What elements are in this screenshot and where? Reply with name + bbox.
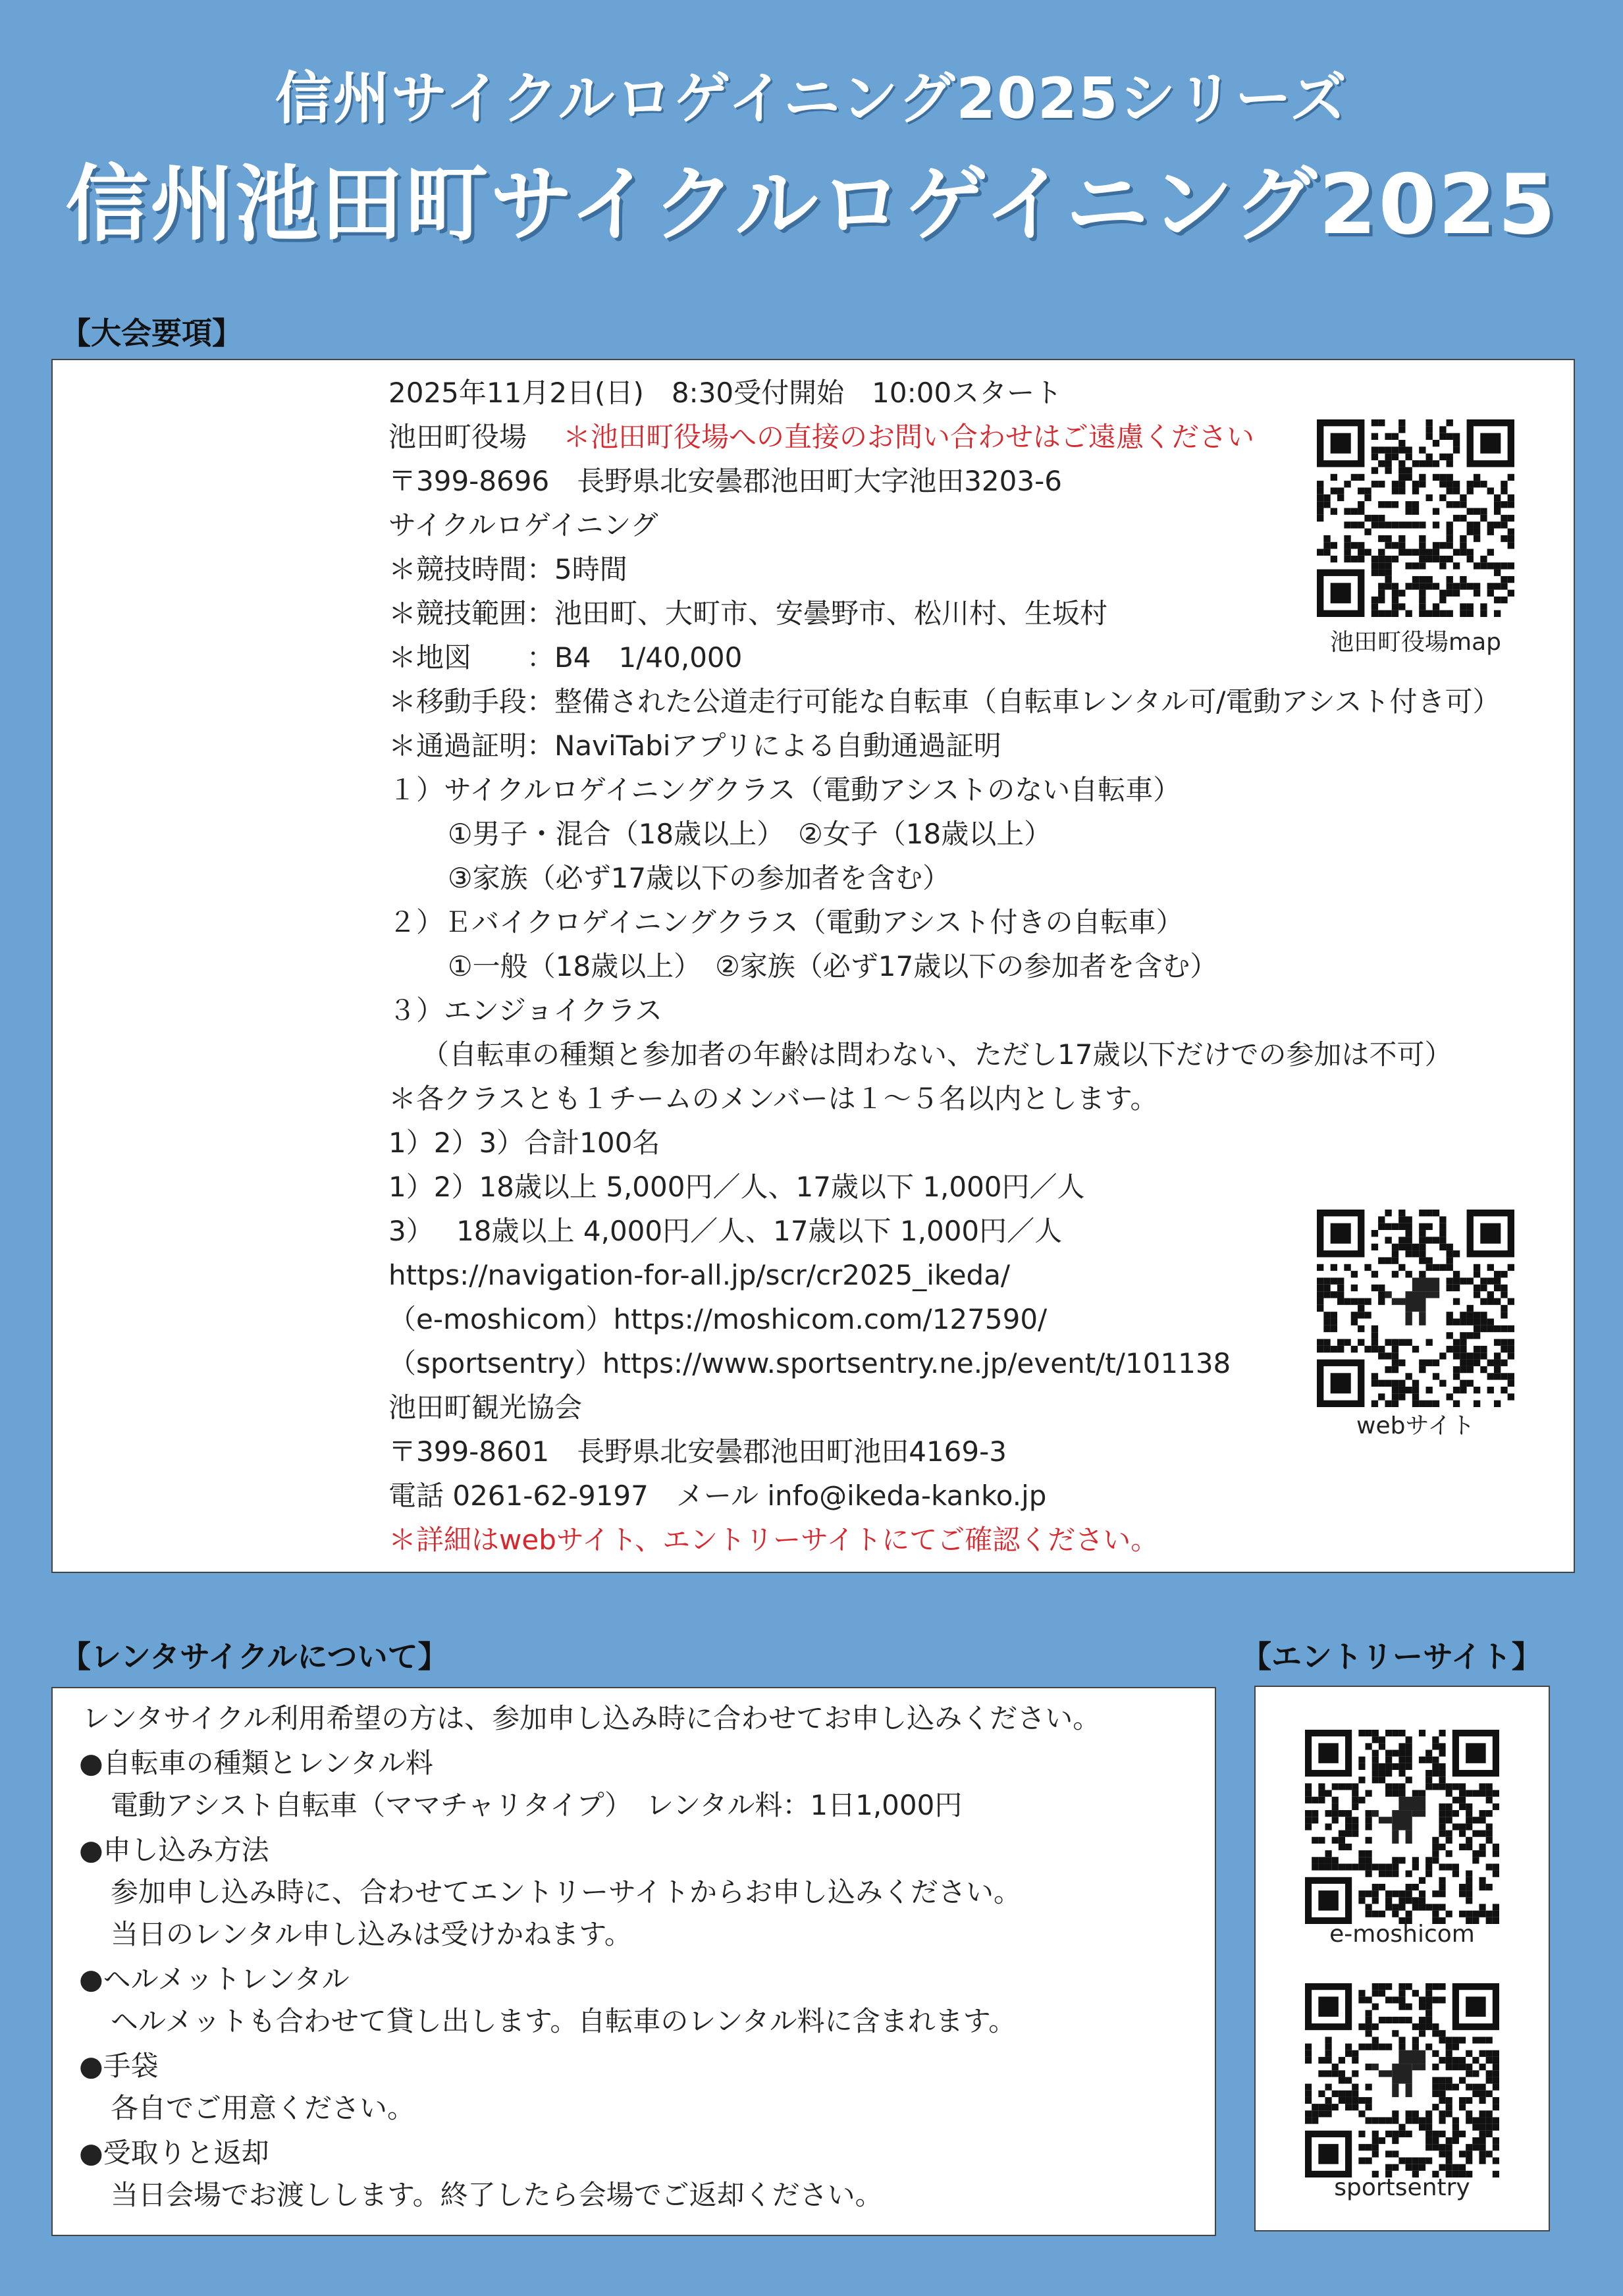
outline-box — [51, 359, 1575, 1573]
rental-bullet-3-title: ●ヘルメットレンタル — [79, 1963, 350, 1995]
page-title: 信州池田町サイクルロゲイニング2025 — [65, 156, 1558, 253]
qr-emoshicom-icon[interactable] — [1305, 1730, 1499, 1924]
venue-value: 池田町役場 — [388, 421, 527, 453]
contact-note: ＊詳細はwebサイト、エントリーサイトにてご確認ください。 — [388, 1524, 1159, 1556]
rental-bullet-2-text1: 参加申し込み時に、合わせてエントリーサイトからお申し込みください。 — [111, 1876, 1022, 1908]
event-transport: ＊移動手段：整備された公道走行可能な自転車（自転車レンタル可/電動アシスト付き可） — [388, 685, 1501, 718]
qr-sportsentry-icon[interactable] — [1305, 1983, 1499, 2177]
entry-sites-heading: 【エントリーサイト】 — [1241, 1639, 1542, 1674]
class-1a: ①男子・混合（18歳以上） ②女子（18歳以上） — [448, 818, 1052, 850]
class-3a: （自転車の種類と参加者の年齢は問わない、ただし17歳以下だけでの参加は不可） — [421, 1038, 1452, 1071]
rental-bullet-1-text: 電動アシスト自転車（ママチャリタイプ） レンタル料：1日1,000円 — [111, 1789, 963, 1821]
event-proof: ＊通過証明：NaviTabiアプリによる自動通過証明 — [388, 730, 1001, 762]
series-title: 信州サイクルロゲイニング2025シリーズ — [275, 66, 1348, 132]
rental-bullet-5-title: ●受取りと返却 — [79, 2137, 269, 2169]
fee-3: 3） 18歳以上 4,000円／人、17歳以下 1,000円／人 — [388, 1215, 1063, 1247]
fee-1: 1）2）18歳以上 5,000円／人、17歳以下 1,000円／人 — [388, 1171, 1085, 1203]
venue-note: ＊池田町役場への直接のお問い合わせはご遠慮ください — [563, 421, 1255, 453]
entry-link-sportsentry[interactable]: （sportsentry）https://www.sportsentry.ne.jp/event/t/101138 — [388, 1347, 1231, 1379]
class-3: ３）エンジョイクラス — [388, 994, 663, 1027]
rental-heading: 【レンタサイクルについて】 — [61, 1639, 448, 1674]
rental-bullet-2-text2: 当日のレンタル申し込みは受けかねます。 — [111, 1918, 632, 1950]
rental-bullet-3-text: ヘルメットも合わせて貸し出します。自転車のレンタル料に含まれます。 — [111, 2005, 1017, 2037]
capacity-value: 1）2）3）合計100名 — [388, 1127, 660, 1159]
web-link[interactable]: https://navigation-for-all.jp/scr/cr2025_ikeda/ — [388, 1259, 1011, 1291]
qr-map-icon[interactable] — [1317, 419, 1514, 617]
entry-link-moshicom[interactable]: （e-moshicom）https://moshicom.com/127590/ — [388, 1303, 1048, 1335]
class-1: １）サイクルロゲイニングクラス（電動アシストのない自転車） — [388, 774, 1181, 806]
rental-bullet-1-title: ●自転車の種類とレンタル料 — [79, 1747, 433, 1779]
qr-map-caption: 池田町役場map — [1330, 629, 1501, 656]
class-1b: ③家族（必ず17歳以下の参加者を含む） — [448, 862, 951, 894]
class-2: ２）Ｅバイクロゲイニングクラス（電動アシスト付きの自転車） — [388, 906, 1184, 938]
qr-web-caption: webサイト — [1356, 1412, 1475, 1439]
class-note: ＊各クラスとも１チームのメンバーは１～５名以内とします。 — [388, 1082, 1158, 1115]
qr-web-icon[interactable] — [1317, 1210, 1514, 1407]
date-value: 2025年11月2日(日) 8:30受付開始 10:00スタート — [388, 377, 1063, 409]
rental-intro: レンタサイクル利用希望の方は、参加申し込み時に合わせてお申し込みください。 — [82, 1702, 1101, 1734]
contact-name: 池田町観光協会 — [388, 1391, 583, 1424]
event-area: ＊競技範囲：池田町、大町市、安曇野市、松川村、生坂村 — [388, 597, 1108, 629]
class-2a: ①一般（18歳以上） ②家族（必ず17歳以下の参加者を含む） — [448, 950, 1218, 982]
rental-bullet-4-text: 各自でご用意ください。 — [111, 2092, 415, 2124]
qr-sportsentry-caption: sportsentry — [1334, 2174, 1470, 2201]
rental-bullet-5-text: 当日会場でお渡しします。終了したら会場でご返却ください。 — [111, 2179, 883, 2211]
event-map: ＊地図 ：B4 1/40,000 — [388, 641, 743, 674]
entry-sites-box — [1254, 1686, 1550, 2231]
contact-address: 〒399-8601 長野県北安曇郡池田町池田4169-3 — [388, 1435, 1007, 1468]
outline-heading: 【大会要項】 — [61, 315, 242, 351]
event-value: サイクルロゲイニング — [388, 509, 658, 541]
rental-bullet-2-title: ●申し込み方法 — [79, 1834, 269, 1866]
contact-phone: 電話 0261-62-9197 メール info@ikeda-kanko.jp — [388, 1480, 1047, 1512]
rental-box — [51, 1687, 1216, 2236]
venue-address: 〒399-8696 長野県北安曇郡池田町大字池田3203-6 — [388, 465, 1062, 497]
rental-bullet-4-title: ●手袋 — [79, 2050, 159, 2082]
event-time: ＊競技時間：5時間 — [388, 553, 627, 585]
qr-emoshicom-caption: e-moshicom — [1329, 1921, 1475, 1948]
